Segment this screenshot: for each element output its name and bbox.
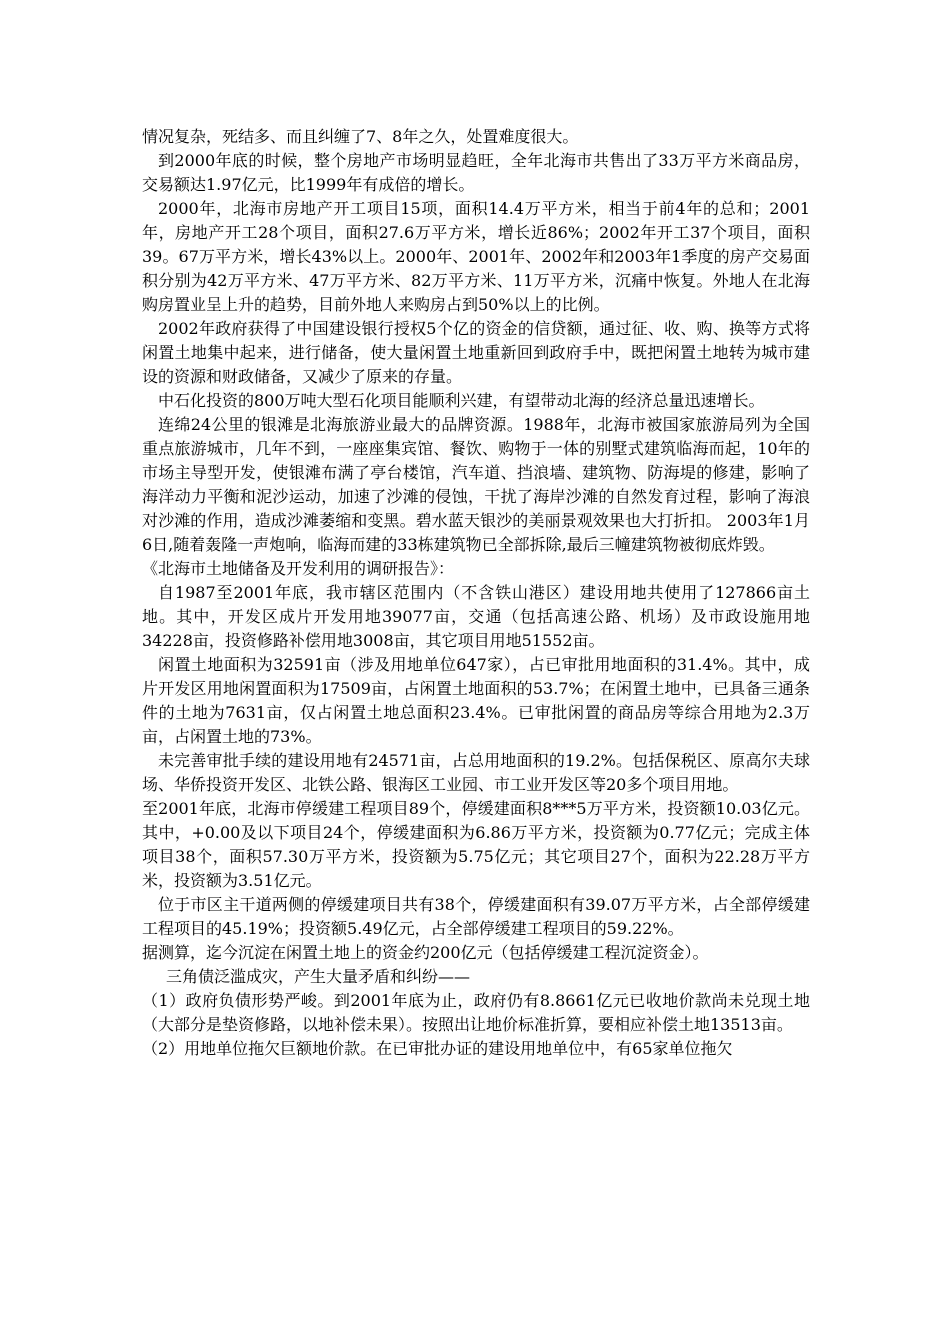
paragraph-4: 2002年政府获得了中国建设银行授权5个亿的资金的信贷额，通过征、收、购、换等方式将闲置土地集中起来，进行储备，使大量闲置土地重新回到政府手中，既把闲置土地转为城市建设的资源和财政储备，又减少了原来的存量。 xyxy=(142,319,810,386)
list-item-2: （2）用地单位拖欠巨额地价款。在已审批办证的建设用地单位中，有65家单位拖欠 xyxy=(142,1039,733,1058)
list-item-1: （1）政府负债形势严峻。到2001年底为止，政府仍有8.8661亿元已收地价款尚未兑现土地（大部分是垫资修路，以地补偿未果）。按照出让地价标准折算，要相应补偿土地13513亩。 xyxy=(142,991,810,1034)
paragraph-9: 闲置土地面积为32591亩（涉及用地单位647家），占已审批用地面积的31.4%。其中，成片开发区用地闲置面积为17509亩，占闲置土地面积的53.7%；在闲置土地中，已具备三通条件的土地为7631亩，仅占闲置土地总面积23.4%。已审批闲置的商品房等综合用地为2.3万亩，占闲置土地的73%。 xyxy=(142,655,810,746)
paragraph-3: 2000年，北海市房地产开工项目15项，面积14.4万平方米，相当于前4年的总和；2001年，房地产开工28个项目，面积27.6万平方米，增长近86%；2002年开工37个项目，面积39。67万平方米，增长43%以上。2000年、2001年、2002年和2003年1季度的房产交易面积分别为42万平方米、47万平方米、82万平方米、11万平方米，沉痛中恢复。外地人在北海购房置业呈上升的趋势，目前外地人来购房占到50%以上的比例。 xyxy=(142,199,810,314)
paragraph-6: 连绵24公里的银滩是北海旅游业最大的品牌资源。1988年，北海市被国家旅游局列为全国重点旅游城市，几年不到，一座座集宾馆、餐饮、购物于一体的别墅式建筑临海而起，10年的市场主导型开发，使银滩布满了亭台楼馆，汽车道、挡浪墙、建筑物、防海堤的修建，影响了海洋动力平衡和泥沙运动，加速了沙滩的侵蚀，干扰了海岸沙滩的自然发育过程，影响了海浪对沙滩的作用，造成沙滩萎缩和变黑。碧水蓝天银沙的美丽景观效果也大打折扣。 2003年1月6日,随着轰隆一声炮响，临海而建的33栋建筑物已全部拆除,最后三幢建筑物被彻底炸毁。 xyxy=(142,415,810,554)
paragraph-10: 未完善审批手续的建设用地有24571亩，占总用地面积的19.2%。包括保税区、原高尔夫球场、华侨投资开发区、北铁公路、银海区工业园、市工业开发区等20多个项目用地。 xyxy=(142,751,810,794)
paragraph-5: 中石化投资的800万吨大型石化项目能顺利兴建，有望带动北海的经济总量迅速增长。 xyxy=(158,391,765,410)
paragraph-8: 自1987至2001年底，我市辖区范围内（不含铁山港区）建设用地共使用了127866亩土地。其中，开发区成片开发用地39077亩，交通（包括高速公路、机场）及市政设施用地34228亩，投资修路补偿用地3008亩，其它项目用地51552亩。 xyxy=(142,583,810,650)
paragraph-13: 据测算，迄今沉淀在闲置土地上的资金约200亿元（包括停缓建工程沉淀资金）。 xyxy=(142,943,709,962)
paragraph-1: 情况复杂，死结多、而且纠缠了7、8年之久，处置难度很大。 xyxy=(142,127,579,146)
document-body xyxy=(142,125,810,1061)
report-title: 《北海市土地储备及开发利用的调研报告》： xyxy=(142,559,455,578)
paragraph-12: 位于市区主干道两侧的停缓建项目共有38个，停缓建面积有39.07万平方米，占全部停缓建工程项目的45.19%；投资额5.49亿元，占全部停缓建工程项目的59.22%。 xyxy=(142,895,810,938)
paragraph-11: 至2001年底，北海市停缓建工程项目89个，停缓建面积8***5万平方米，投资额10.03亿元。其中，+0.00及以下项目24个，停缓建面积为6.86万平方米，投资额为0.77亿元；完成主体项目38个，面积57.30万平方米，投资额为5.75亿元；其它项目27个，面积为22.28万平方米，投资额为3.51亿元。 xyxy=(142,799,810,890)
section-heading: 三角债泛滥成灾，产生大量矛盾和纠纷—— xyxy=(166,967,471,986)
paragraph-2: 到2000年底的时候，整个房地产市场明显趋旺，全年北海市共售出了33万平方米商品房，交易额达1.97亿元，比1999年有成倍的增长。 xyxy=(142,151,810,194)
